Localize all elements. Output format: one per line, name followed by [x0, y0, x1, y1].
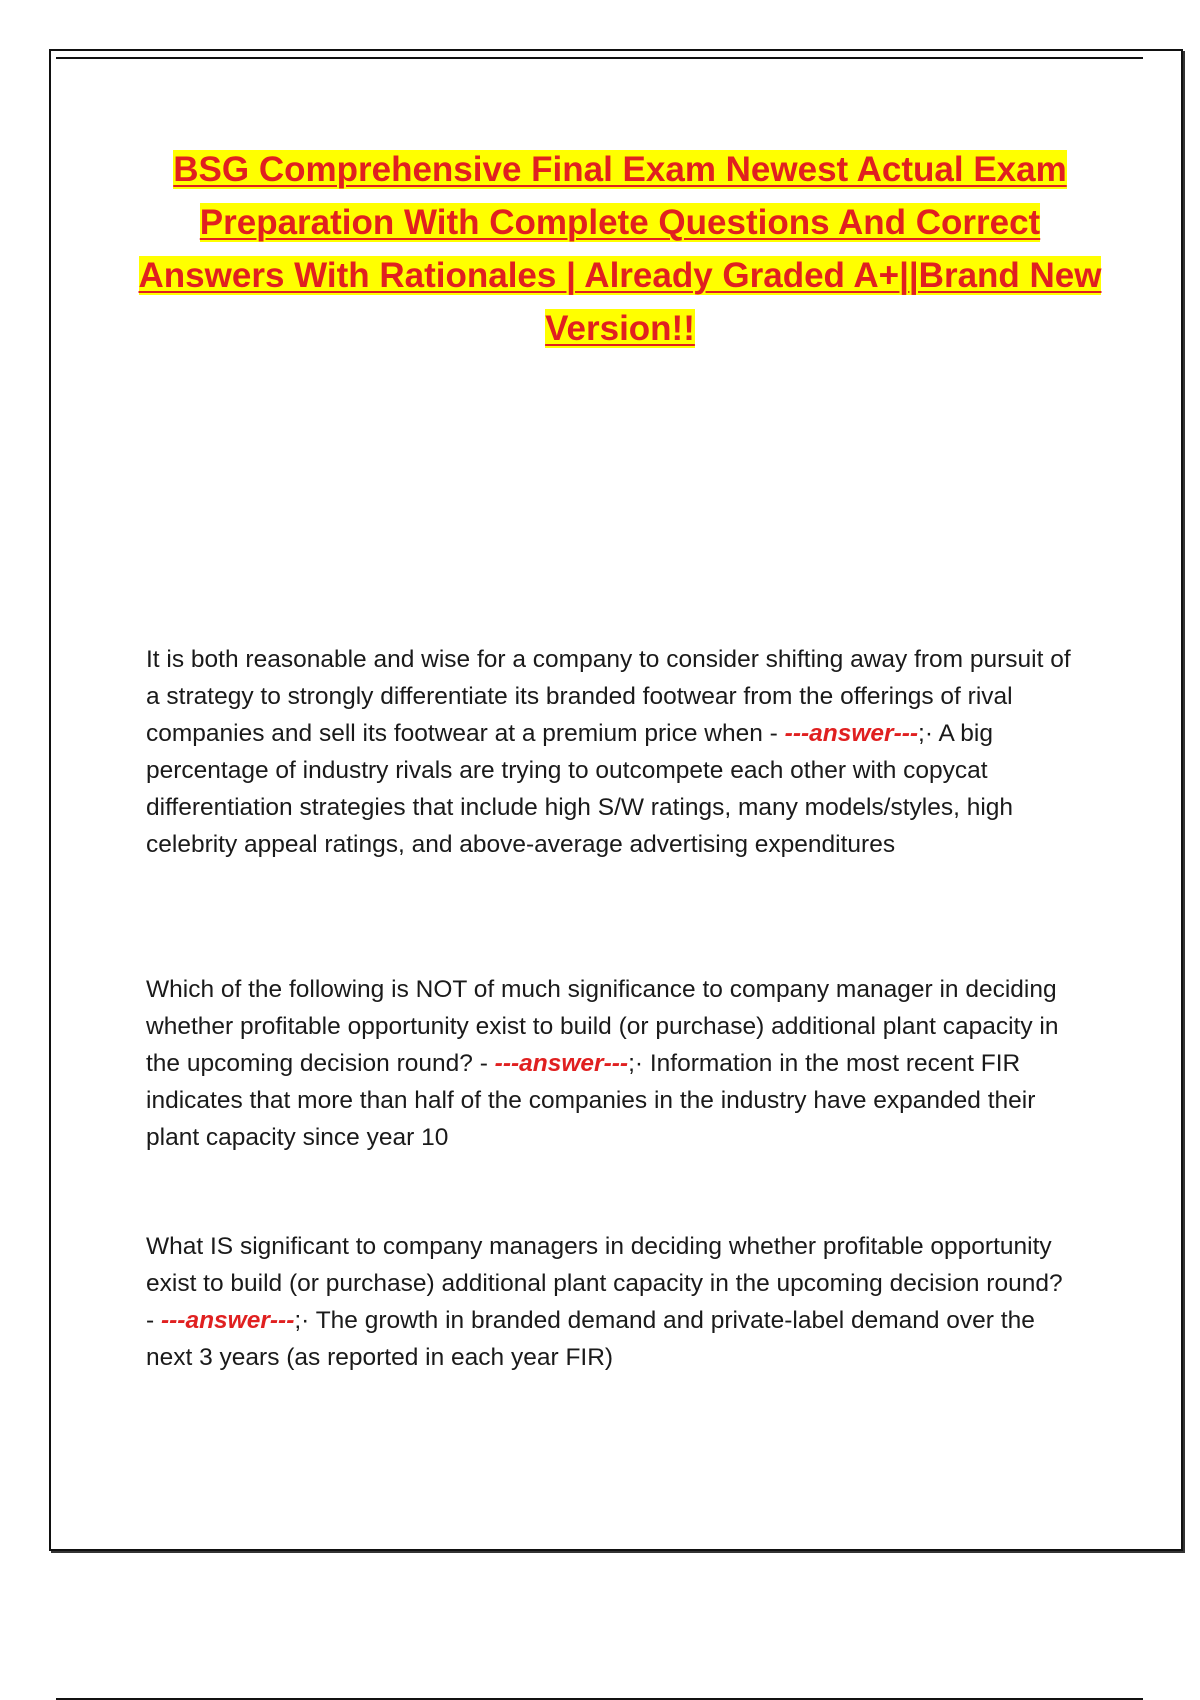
qa-item [146, 971, 1076, 1156]
answer-label: ---answer--- [784, 720, 919, 747]
document-title-text: BSG Comprehensive Final Exam Newest Actual Exam Preparation With Complete Questions And Correct Answers With Rationales | Already Graded A+||Brand New Version!! [138, 150, 1102, 348]
answer-text: The growth in branded demand and private-label demand over the next 3 years (as reported in each year FIR) [146, 1307, 1035, 1371]
question-text: What IS significant to company managers in deciding whether profitable opportunity exist to build (or purchase) additional plant capacity in the upcoming decision round? - [146, 1233, 1063, 1334]
answer-text: Information in the most recent FIR indicates that more than half of the companies in the industry have expanded their plant capacity since year 10 [146, 1050, 1036, 1151]
question-text: It is both reasonable and wise for a company to consider shifting away from pursuit of a strategy to strongly differentiate its branded footwear from the offerings of rival companies and sell its footwear at a premium price when - [146, 646, 1071, 747]
document-title [130, 143, 1110, 355]
answer-text: A big percentage of industry rivals are trying to outcompete each other with copycat differentiation strategies that include high S/W ratings, many models/styles, high celebrity appeal ratings, and above-average advertising expenditures [146, 720, 1014, 858]
answer-label: ---answer--- [160, 1307, 295, 1334]
answer-separator: ;· [294, 1307, 316, 1334]
question-text: Which of the following is NOT of much significance to company manager in deciding whether profitable opportunity exist to build (or purchase) additional plant capacity in the upcoming decision round? - [146, 976, 1059, 1077]
answer-label: ---answer--- [494, 1050, 629, 1077]
answer-separator: ;· [628, 1050, 650, 1077]
answer-separator: ;· [918, 720, 939, 747]
qa-item [146, 1228, 1076, 1376]
qa-item [146, 641, 1076, 863]
